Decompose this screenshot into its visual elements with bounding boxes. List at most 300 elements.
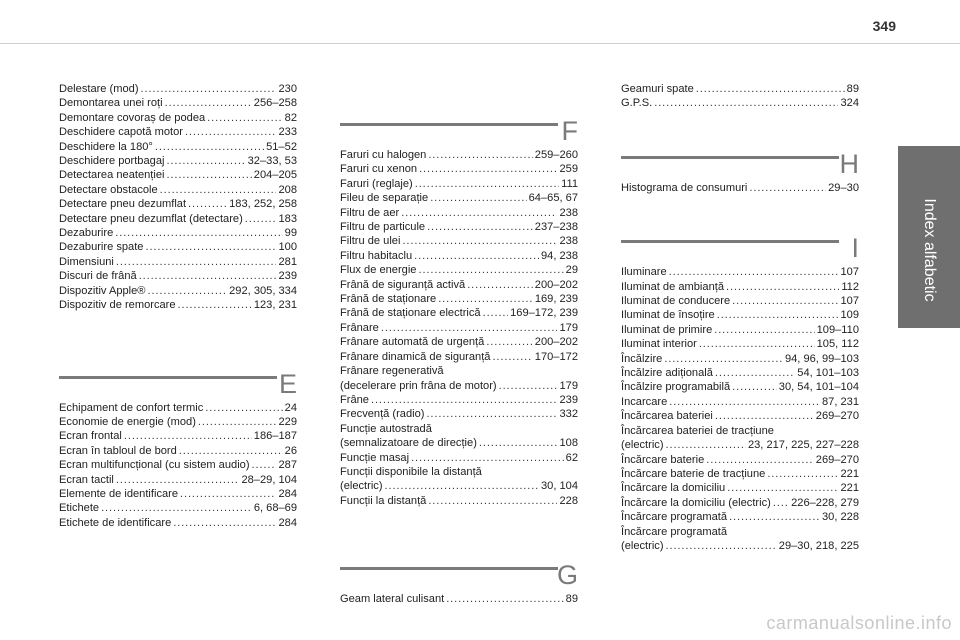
page-reference: 259 (559, 163, 578, 176)
dot-leader (749, 181, 826, 195)
dot-leader (727, 481, 838, 495)
page-reference: 269–270 (815, 453, 859, 466)
index-term: Demontarea unei roți (59, 97, 163, 110)
index-entry (59, 269, 297, 283)
index-section-e (59, 313, 297, 531)
index-term: Filtru de ulei (340, 235, 401, 248)
page-reference: 64–65, 67 (528, 192, 578, 205)
page-reference: 107 (840, 266, 859, 279)
dot-leader (116, 255, 277, 269)
index-entry (340, 206, 578, 220)
index-term-first-line: Funcție autostradă (340, 422, 432, 435)
page-reference: 221 (840, 467, 859, 480)
page-reference: 226–228, 279 (791, 496, 859, 509)
dot-leader (696, 82, 845, 96)
dot-leader (714, 323, 814, 337)
index-term: Faruri cu xenon (340, 163, 418, 176)
index-entry (340, 364, 578, 393)
dot-leader (427, 220, 533, 234)
index-term: Deschidere la 180° (59, 140, 153, 153)
index-entry (59, 212, 297, 226)
dot-leader (371, 393, 558, 407)
index-entry (59, 197, 297, 211)
page-reference: 23, 217, 225, 227–228 (747, 439, 859, 452)
dot-leader (732, 294, 838, 308)
index-entry (340, 393, 578, 407)
index-entry (59, 401, 297, 415)
page-reference: 99 (284, 227, 297, 240)
index-entry-line (340, 407, 578, 421)
index-entry (340, 220, 578, 234)
page-reference: 112 (841, 280, 859, 293)
index-entry-line (340, 263, 578, 277)
index-entry (59, 458, 297, 472)
dot-leader (483, 306, 509, 320)
section-spacer (59, 313, 297, 355)
index-entry-line (340, 494, 578, 508)
index-entry (621, 352, 859, 366)
dot-leader (666, 438, 746, 452)
index-term: Demontare covoraș de podea (59, 111, 206, 124)
page-reference: 170–172 (534, 350, 578, 363)
index-term: Iluminat interior (621, 338, 697, 351)
dot-leader (185, 125, 277, 139)
index-term: Dimensiuni (59, 255, 114, 268)
page-reference: 169–172, 239 (510, 307, 578, 320)
index-term: Funcție masaj (340, 451, 410, 464)
index-entry (340, 335, 578, 349)
index-entry-line (621, 352, 859, 366)
index-term: Frână de staționare (340, 293, 437, 306)
index-entry-line (59, 125, 297, 139)
dot-leader (381, 321, 558, 335)
page-reference: 228 (559, 494, 578, 507)
index-entry-line (621, 323, 859, 337)
page-reference: 169, 239 (534, 293, 578, 306)
index-term: Detectare obstacole (59, 183, 158, 196)
section-spacer (621, 111, 859, 135)
index-entry (621, 481, 859, 495)
index-entry (621, 453, 859, 467)
page-reference: 183 (278, 212, 297, 225)
index-term: Etichete de identificare (59, 516, 172, 529)
index-term: Frânare dinamică de siguranță (340, 350, 491, 363)
page-reference: 89 (846, 83, 859, 95)
index-entry-line (340, 436, 578, 450)
dot-leader (148, 284, 228, 298)
index-entry (340, 148, 578, 162)
dot-leader (245, 212, 277, 226)
index-entry-line (340, 206, 578, 220)
page-reference: 62 (565, 451, 578, 464)
index-entry-line (59, 82, 297, 96)
index-entry-line (59, 154, 297, 168)
index-term: Iluminat de ambianță (621, 280, 724, 293)
dot-leader (385, 479, 539, 493)
index-entry-line (621, 481, 859, 495)
index-entry-line (621, 366, 859, 380)
index-entry-line (621, 438, 859, 452)
page-reference: 29 (565, 264, 578, 277)
index-entry-line (59, 183, 297, 197)
index-entry-line (340, 335, 578, 349)
index-term: Iluminat de însoțire (621, 309, 715, 322)
index-entry (621, 409, 859, 423)
index-entry-line (59, 168, 297, 182)
index-entry-line (59, 140, 297, 154)
dot-leader (101, 501, 252, 515)
index-entry-line (621, 96, 859, 110)
page-reference: 259–260 (534, 149, 578, 161)
dot-leader (773, 496, 789, 510)
dot-leader (180, 487, 276, 501)
index-term: Dezaburire (59, 227, 114, 240)
page-reference: 221 (840, 482, 859, 495)
page-reference: 109 (840, 309, 859, 322)
index-entry-line (340, 393, 578, 407)
index-term: (electric) (621, 539, 664, 552)
page-reference: 239 (278, 270, 297, 283)
dot-leader (401, 206, 557, 220)
dot-leader (419, 162, 557, 176)
index-term-first-line: Încărcare programată (621, 525, 728, 538)
index-entry (59, 125, 297, 139)
index-entry-line (621, 280, 859, 294)
index-term: (electric) (340, 480, 383, 493)
index-term: Elemente de identificare (59, 487, 179, 500)
page-reference: 107 (840, 295, 859, 308)
index-entry-line (340, 220, 578, 234)
index-entry-line (59, 298, 297, 312)
index-entry-line (59, 501, 297, 515)
page-reference: 30, 104 (540, 480, 578, 493)
dot-leader (207, 111, 282, 125)
index-entry-line (621, 308, 859, 322)
index-entry-line (59, 212, 297, 226)
index-entry-line (340, 306, 578, 320)
index-entry-line (621, 337, 859, 351)
section-header (340, 552, 578, 592)
index-entry-line (621, 539, 859, 553)
dot-leader (415, 177, 559, 191)
index-entry (59, 154, 297, 168)
index-entry-line (59, 226, 297, 240)
section-header-rule (340, 123, 558, 126)
page-reference: 123, 231 (253, 299, 297, 312)
index-term: Dispozitiv de remorcare (59, 299, 176, 312)
index-entry-line (59, 240, 297, 254)
index-entry-line (59, 284, 297, 298)
index-entry-line (59, 458, 297, 472)
index-entry-line (621, 181, 859, 195)
index-entry-line (340, 350, 578, 364)
index-term: Încălzire adițională (621, 367, 713, 380)
index-entry (59, 298, 297, 312)
index-entry (59, 240, 297, 254)
index-entry (59, 444, 297, 458)
page-reference: 281 (278, 255, 297, 268)
page-reference: 94, 238 (540, 249, 578, 262)
index-term: Faruri cu halogen (340, 149, 427, 161)
index-term: (decelerare prin frâna de motor) (340, 379, 497, 392)
page-reference: 287 (278, 459, 297, 472)
dot-leader (426, 407, 557, 421)
page-reference: 256–258 (253, 97, 297, 110)
page-reference: 269–270 (815, 410, 859, 423)
index-entry (621, 496, 859, 510)
index-entry (340, 234, 578, 248)
index-term: Încălzire programabilă (621, 381, 731, 394)
index-term: Încărcare programată (621, 511, 728, 524)
index-term: Incarcare (621, 395, 668, 408)
index-term: (semnalizatoare de direcție) (340, 437, 477, 450)
index-term: Geamuri spate (621, 83, 694, 95)
dot-leader (699, 337, 815, 351)
index-entry-line (621, 467, 859, 481)
dot-leader (732, 380, 777, 394)
index-entry (621, 323, 859, 337)
dot-leader (666, 539, 777, 553)
index-column-3 (621, 82, 859, 553)
index-entry (59, 96, 297, 110)
index-entry (340, 321, 578, 335)
index-entry (59, 415, 297, 429)
index-entry (59, 226, 297, 240)
index-entry (340, 263, 578, 277)
dot-leader (486, 335, 532, 349)
index-term: Ecran frontal (59, 430, 122, 443)
index-entry-line (340, 278, 578, 292)
index-entry-line (621, 395, 859, 409)
section-header (59, 361, 297, 401)
index-term: Detectare pneu dezumflat (59, 198, 187, 211)
index-term-first-line: Frânare regenerativă (340, 365, 444, 378)
page-reference: 183, 252, 258 (229, 198, 297, 211)
index-term: Încărcare baterie (621, 453, 705, 466)
index-entry-line (340, 177, 578, 191)
page-reference: 200–202 (534, 336, 578, 349)
index-term: Economie de energie (mod) (59, 415, 196, 428)
page-reference: 89 (565, 593, 578, 606)
index-term-first-line: Funcții disponibile la distanță (340, 465, 482, 478)
page-reference: 179 (559, 379, 578, 392)
index-entry-line (340, 451, 578, 465)
index-entry-line (59, 255, 297, 269)
index-term: Iluminat de conducere (621, 295, 731, 308)
index-entry-line (59, 269, 297, 283)
index-entry-line (59, 473, 297, 487)
index-entry-line (340, 148, 578, 162)
dot-leader (198, 415, 277, 429)
dot-leader (188, 197, 227, 211)
dot-leader (166, 168, 251, 182)
index-term: Frână de siguranță activă (340, 278, 466, 291)
index-entry-line (621, 453, 859, 467)
index-entry (59, 140, 297, 154)
index-entry (621, 96, 859, 110)
index-entry-line (59, 429, 297, 443)
dot-leader (178, 298, 252, 312)
index-entry (340, 162, 578, 176)
index-entry-line (340, 162, 578, 176)
index-entry (340, 191, 578, 205)
index-term: Delestare (mod) (59, 83, 139, 95)
dot-leader (116, 473, 240, 487)
index-entry (340, 592, 578, 606)
index-entry (59, 473, 297, 487)
index-section-continued (59, 82, 297, 313)
dot-leader (173, 516, 276, 530)
dot-leader (165, 96, 252, 110)
page-reference: 233 (278, 126, 297, 139)
page-reference: 108 (559, 437, 578, 450)
section-letter: G (556, 560, 578, 591)
index-entry (621, 308, 859, 322)
dot-leader (414, 249, 539, 263)
index-entry (340, 292, 578, 306)
section-letter: E (278, 368, 297, 399)
index-entry-line (621, 510, 859, 524)
dot-leader (729, 510, 820, 524)
dot-leader (252, 458, 277, 472)
dot-leader (669, 395, 820, 409)
page-reference: 179 (559, 321, 578, 334)
page-reference: 54, 101–103 (797, 367, 859, 380)
page-reference: 332 (559, 408, 578, 421)
section-letter: I (851, 233, 859, 264)
index-entry (59, 284, 297, 298)
index-entry (621, 510, 859, 524)
page-reference: 82 (284, 111, 297, 124)
index-section-f (340, 82, 578, 508)
section-header-rule (59, 376, 277, 379)
section-header (621, 141, 859, 181)
page-reference: 200–202 (534, 278, 578, 291)
index-term: Etichete (59, 502, 100, 515)
index-term: Fileu de separație (340, 192, 429, 205)
index-entry (59, 516, 297, 530)
page-reference: 6, 68–69 (253, 502, 297, 515)
dot-leader (706, 453, 814, 467)
index-entry (59, 429, 297, 443)
section-tab-label: Index alfabetic (921, 198, 938, 302)
page-reference: 29–30 (828, 181, 859, 194)
dot-leader (726, 280, 839, 294)
index-entry-line (621, 380, 859, 394)
dot-leader (411, 451, 564, 465)
dot-leader (160, 183, 277, 197)
section-header (621, 225, 859, 265)
index-term: Încărcare baterie de tracțiune (621, 467, 766, 480)
dot-leader (402, 234, 557, 248)
index-entry (340, 465, 578, 494)
section-spacer (621, 195, 859, 219)
index-entry-line (340, 292, 578, 306)
dot-leader (141, 82, 277, 96)
dot-leader (492, 350, 532, 364)
index-term: Ecran tactil (59, 473, 114, 486)
index-term: Discuri de frână (59, 270, 137, 283)
index-entry (340, 306, 578, 320)
page-reference: 109–110 (816, 323, 859, 336)
index-entry-line (340, 479, 578, 493)
index-section-h (621, 111, 859, 195)
section-header (340, 108, 578, 148)
index-entry (340, 249, 578, 263)
dot-leader (139, 269, 277, 283)
index-entry (621, 82, 859, 96)
index-entry (621, 525, 859, 554)
page-reference: 204–205 (253, 169, 297, 182)
index-term: Frânare (340, 321, 379, 334)
index-term: Filtru habitaclu (340, 249, 413, 262)
index-entry (621, 280, 859, 294)
dot-leader (654, 96, 838, 110)
index-entry (621, 294, 859, 308)
dot-leader (166, 154, 245, 168)
index-term: Dispozitiv Apple® (59, 284, 146, 297)
section-header-rule (340, 567, 558, 570)
index-term: Încărcare la domiciliu (electric) (621, 496, 771, 509)
index-term: Ecran în tabloul de bord (59, 444, 177, 457)
index-term: Ecran multifuncțional (cu sistem audio) (59, 459, 250, 472)
index-entry (621, 467, 859, 481)
section-letter: F (561, 116, 578, 146)
page-reference: 30, 228 (821, 511, 859, 524)
index-entry (340, 451, 578, 465)
dot-leader (179, 444, 283, 458)
dot-leader (418, 263, 563, 277)
dot-leader (717, 308, 839, 322)
page-reference: 208 (278, 183, 297, 196)
index-entry (59, 82, 297, 96)
index-entry (621, 380, 859, 394)
page-reference: 94, 96, 99–103 (784, 352, 859, 365)
dot-leader (767, 467, 838, 481)
index-term: Filtru de aer (340, 206, 400, 219)
index-entry (621, 337, 859, 351)
page-reference: 51–52 (266, 140, 297, 153)
dot-leader (438, 292, 533, 306)
index-term-first-line: Încărcarea bateriei de tracțiune (621, 424, 774, 437)
section-letter: H (839, 148, 859, 179)
index-entry-line (59, 516, 297, 530)
dot-leader (499, 379, 558, 393)
dot-leader (479, 436, 558, 450)
page-reference: 229 (278, 415, 297, 428)
index-term: Histograma de consumuri (621, 181, 748, 194)
index-term: Filtru de particule (340, 221, 426, 234)
page-reference: 284 (278, 516, 297, 529)
index-entry (340, 407, 578, 421)
index-entry-line (59, 401, 297, 415)
index-entry (621, 424, 859, 453)
index-term: Iluminare (621, 266, 667, 279)
index-entry (59, 487, 297, 501)
dot-leader (446, 592, 563, 606)
index-entry (59, 501, 297, 515)
page-reference: 238 (559, 206, 578, 219)
index-entry (59, 183, 297, 197)
index-entry (340, 422, 578, 451)
index-term: Încărcarea bateriei (621, 410, 713, 423)
page-reference: 30, 54, 101–104 (778, 381, 859, 394)
index-term: Frânare automată de urgență (340, 336, 485, 349)
dot-leader (430, 191, 526, 205)
index-term: Iluminat de primire (621, 323, 713, 336)
index-section-g (340, 508, 578, 606)
index-entry-line (340, 379, 578, 393)
